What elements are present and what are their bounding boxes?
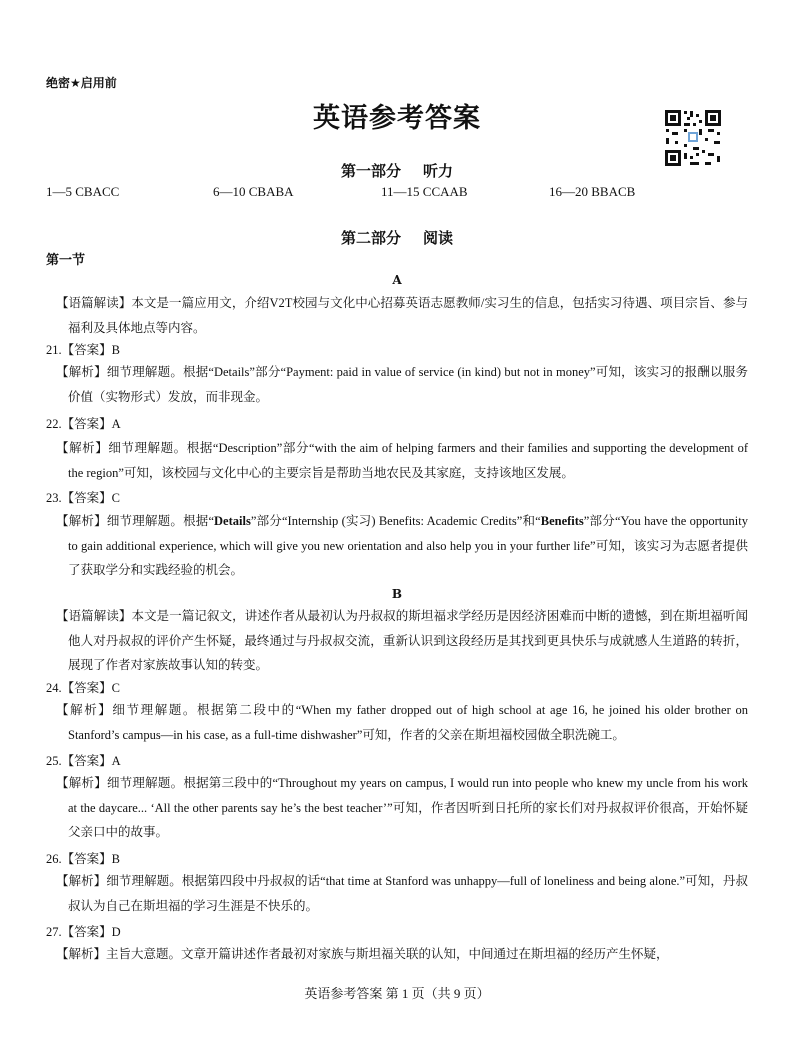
q27-explanation: 【解析】主旨大意题。文章开篇讲述作者最初对家族与斯坦福关联的认知，中间通过在斯坦福的经历产生怀疑，	[56, 947, 669, 961]
part1-heading: 第一部分 听力	[340, 162, 454, 180]
confidential-label: 绝密★启用前	[46, 76, 117, 90]
q26-explanation: 【解析】细节理解题。根据第四段中丹叔叔的话“that time at Stanford was unhappy—full of loneliness and being alone.”可知，丹叔叔认为自己在斯坦福的学习生涯是不快乐的。	[56, 874, 748, 913]
answer-group-1: 1—5 CBACC	[46, 184, 120, 199]
q25-explanation: 【解析】细节理解题。根据第三段中的“Throughout my years on campus, I would run into people who knew my uncle from his work at the daycare... ‘All the other parents say he’s the best teacher’”可知，作者因听到日托所的家长们对丹叔叔评价很高，开始怀疑父亲口中的故事。	[56, 776, 748, 839]
q26-answer: 26.【答案】B	[46, 852, 120, 866]
q23-explanation: 【解析】细节理解题。根据“Details”部分“Internship (实习) Benefits: Academic Credits”和“Benefits”部分“You have the opportunity to gain additional experience, which will give you new orientation and also help you in your further life”可知，该实习为志愿者提供了获取学分和实践经验的机会。	[56, 514, 748, 577]
answer-group-3: 11—15 CCAAB	[381, 184, 468, 199]
part2-heading: 第二部分 阅读	[340, 229, 454, 247]
q27-answer: 27.【答案】D	[46, 925, 121, 939]
q21-answer: 21.【答案】B	[46, 343, 120, 357]
q24-explanation: 【解析】细节理解题。根据第二段中的“When my father dropped out of high school at age 16, he joined his older brother on Stanford’s campus—in his case, as a full-time dishwasher”可知，作者的父亲在斯坦福校园做全职洗碗工。	[56, 703, 748, 742]
passage-b-letter: B	[391, 587, 403, 601]
q22-answer: 22.【答案】A	[46, 417, 121, 431]
q23-answer: 23.【答案】C	[46, 491, 120, 505]
passage-a-intro: 【语篇解读】本文是一篇应用文，介绍V2T校园与文化中心招募英语志愿教师/实习生的信息，包括实习待遇、项目宗旨、参与福利及具体地点等内容。	[56, 296, 748, 335]
page-footer: 英语参考答案 第 1 页（共 9 页）	[304, 986, 490, 1001]
qr-code-icon	[663, 108, 723, 168]
passage-a-letter: A	[392, 273, 402, 287]
q25-answer: 25.【答案】A	[46, 754, 121, 768]
q22-explanation: 【解析】细节理解题。根据“Description”部分“with the aim of helping farmers and their families and supporting the development of the region”可知，该校园与文化中心的主要宗旨是帮助当地农民及其家庭，支持该地区发展。	[56, 441, 748, 480]
section-heading: 第一节	[46, 253, 86, 268]
answer-group-4: 16—20 BBACB	[549, 184, 636, 199]
q21-explanation: 【解析】细节理解题。根据“Details”部分“Payment: paid in value of service (in kind) but not in money”可知，该实习的报酬以服务价值（实物形式）发放，而非现金。	[56, 365, 748, 404]
passage-b-intro: 【语篇解读】本文是一篇记叙文，讲述作者从最初认为丹叔叔的斯坦福求学经历是因经济困难而中断的遗憾，到在斯坦福听闻他人对丹叔叔的评价产生怀疑，最终通过与丹叔叔交流，重新认识到这段经历是其找到更具快乐与成就感人生道路的转折，展现了作者对家族故事认知的转变。	[56, 609, 748, 672]
q24-answer: 24.【答案】C	[46, 681, 120, 695]
answer-group-2: 6—10 CBABA	[213, 184, 294, 199]
page-title: 英语参考答案	[313, 103, 481, 134]
